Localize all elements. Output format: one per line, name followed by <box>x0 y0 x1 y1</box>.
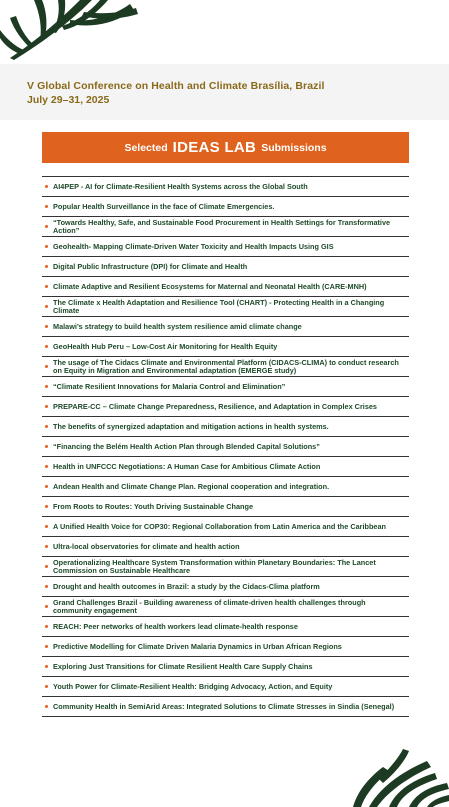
submission-item <box>42 617 409 637</box>
palm-leaf-decoration-bottom <box>339 749 449 807</box>
bullet-icon <box>45 325 48 328</box>
submission-item <box>42 197 409 217</box>
submission-item <box>42 357 409 377</box>
submission-title: “Financing the Belém Health Action Plan through Blended Capital Solutions” <box>53 441 320 451</box>
submission-title: A Unified Health Voice for COP30: Regional Collaboration from Latin America and the Caribbean <box>53 521 387 531</box>
submission-title: PREPARE-CC – Climate Change Preparedness, Resilience, and Adaptation in Complex Crises <box>53 401 377 411</box>
submission-title: Health in UNFCCC Negotiations: A Human Case for Ambitious Climate Action <box>53 461 321 471</box>
bullet-icon <box>45 625 48 628</box>
submission-item <box>42 657 409 677</box>
submission-item <box>42 577 409 597</box>
bullet-icon <box>45 385 48 388</box>
submission-title: Malawi’s strategy to build health system resilience amid climate change <box>53 321 302 331</box>
bullet-icon <box>45 685 48 688</box>
submission-item <box>42 317 409 337</box>
submission-title: “Climate Resilient Innovations for Malaria Control and Elimination” <box>53 381 286 391</box>
submission-title: The benefits of synergized adaptation and mitigation actions in health systems. <box>53 421 329 431</box>
submission-item <box>42 557 409 577</box>
bullet-icon <box>45 465 48 468</box>
banner-suffix: Submissions <box>261 141 327 154</box>
submission-title: Operationalizing Healthcare System Transformation within Planetary Boundaries: The Lancet Commission on Sustainable Healthcare <box>53 557 376 575</box>
submission-item <box>42 637 409 657</box>
bullet-icon <box>45 445 48 448</box>
submission-title: Drought and health outcomes in Brazil: a study by the Cidacs-Clima platform <box>53 581 320 591</box>
submission-title: The usage of The Cidacs Climate and Environmental Platform (CIDACS-CLIMA) to conduct research on Equity in Migration and Environmental adaptation (EMERGE study) <box>53 357 399 375</box>
bullet-icon <box>45 245 48 248</box>
submission-item <box>42 297 409 317</box>
submission-title: AI4PEP - AI for Climate-Resilient Health Systems across the Global South <box>53 181 308 191</box>
submission-title: Youth Power for Climate-Resilient Health: Bridging Advocacy, Action, and Equity <box>53 681 333 691</box>
header-band <box>0 64 449 120</box>
bullet-icon <box>45 525 48 528</box>
submission-item <box>42 537 409 557</box>
conference-title: V Global Conference on Health and Climate Brasília, Brazil <box>27 80 325 92</box>
bullet-icon <box>45 265 48 268</box>
conference-dates: July 29–31, 2025 <box>27 94 110 106</box>
submission-item <box>42 277 409 297</box>
bullet-icon <box>45 505 48 508</box>
submission-title: Geohealth- Mapping Climate-Driven Water Toxicity and Health Impacts Using GIS <box>53 241 334 251</box>
palm-leaf-decoration-top <box>0 0 140 60</box>
submission-title: Exploring Just Transitions for Climate Resilient Health Care Supply Chains <box>53 661 313 671</box>
bullet-icon <box>45 225 48 228</box>
submission-title: Grand Challenges Brazil - Building awareness of climate-driven health challenges through community engagement <box>53 597 366 615</box>
bullet-icon <box>45 485 48 488</box>
submission-item <box>42 497 409 517</box>
bullet-icon <box>45 285 48 288</box>
submission-title: Climate Adaptive and Resilient Ecosystems for Maternal and Neonatal Health (CARE-MNH) <box>53 281 367 291</box>
bullet-icon <box>45 365 48 368</box>
banner-highlight: IDEAS LAB <box>172 139 257 156</box>
submission-item <box>42 457 409 477</box>
submission-title: From Roots to Routes: Youth Driving Sustainable Change <box>53 501 253 511</box>
submission-item <box>42 337 409 357</box>
submission-title: Digital Public Infrastructure (DPI) for Climate and Health <box>53 261 248 271</box>
bullet-icon <box>45 545 48 548</box>
submission-title: GeoHealth Hub Peru – Low-Cost Air Monitoring for Health Equity <box>53 341 278 351</box>
submission-item <box>42 257 409 277</box>
submission-item <box>42 237 409 257</box>
bullet-icon <box>45 665 48 668</box>
bullet-icon <box>45 705 48 708</box>
submission-title: Popular Health Surveillance in the face of Climate Emergencies. <box>53 201 275 211</box>
submission-item <box>42 697 409 717</box>
submission-item <box>42 417 409 437</box>
bullet-icon <box>45 645 48 648</box>
bullet-icon <box>45 305 48 308</box>
bullet-icon <box>45 425 48 428</box>
submission-item <box>42 377 409 397</box>
bullet-icon <box>45 585 48 588</box>
section-banner <box>42 132 409 163</box>
submission-item <box>42 597 409 617</box>
submission-item <box>42 477 409 497</box>
bullet-icon <box>45 605 48 608</box>
bullet-icon <box>45 565 48 568</box>
submission-item <box>42 517 409 537</box>
submission-title: Community Health in SemiArid Areas: Integrated Solutions to Climate Stresses in Sindia (Senegal) <box>53 701 395 711</box>
submission-title: The Climate x Health Adaptation and Resilience Tool (CHART) - Protecting Health in a Changing Climate <box>53 297 385 315</box>
submission-item <box>42 177 409 197</box>
submission-title: Andean Health and Climate Change Plan. Regional cooperation and integration. <box>53 481 330 491</box>
submission-title: Ultra-local observatories for climate and health action <box>53 541 240 551</box>
submission-title: Predictive Modelling for Climate Driven Malaria Dynamics in Urban African Regions <box>53 641 342 651</box>
submission-title: REACH: Peer networks of health workers lead climate-health response <box>53 621 298 631</box>
bullet-icon <box>45 205 48 208</box>
submission-item <box>42 437 409 457</box>
submission-title: “Towards Healthy, Safe, and Sustainable Food Procurement in Health Settings for Transformative Action” <box>53 217 391 235</box>
bullet-icon <box>45 345 48 348</box>
bullet-icon <box>45 185 48 188</box>
submission-item <box>42 397 409 417</box>
banner-prefix: Selected <box>124 141 168 154</box>
submission-item <box>42 217 409 237</box>
submission-list <box>42 176 409 717</box>
submission-item <box>42 677 409 697</box>
bullet-icon <box>45 405 48 408</box>
